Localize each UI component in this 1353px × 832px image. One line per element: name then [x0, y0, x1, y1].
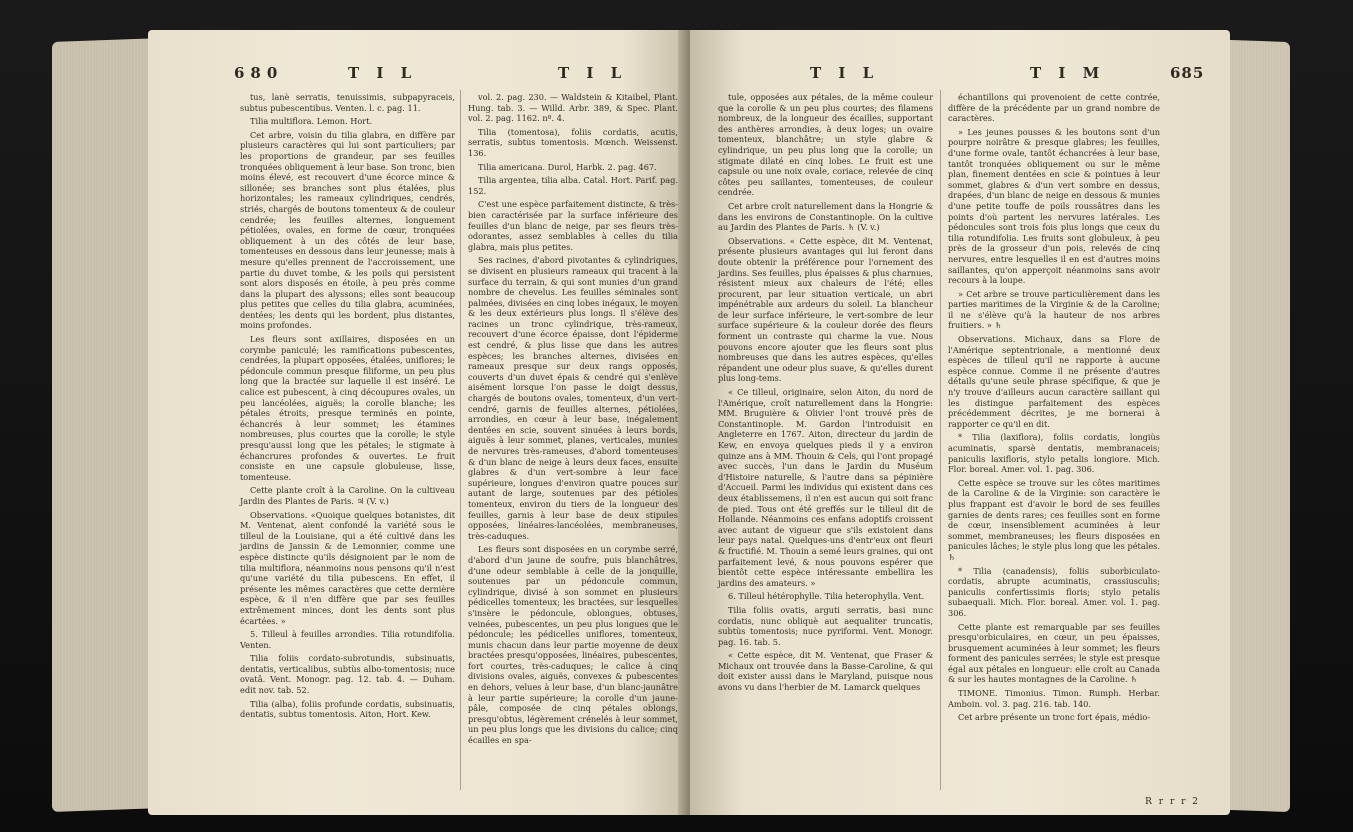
paragraph: TIMONE. Timonius. Timon. Rumph. Herbar. Amboin. vol. 3. pag. 216. tab. 140.: [948, 688, 1160, 709]
column-rule-right: [940, 90, 941, 790]
paragraph: Tilia foliis cordato-subrotundis, subsinuatis, dentatis, verticalibus, subtùs albo-tomentosis; nuce ovatâ. Vent. Monogr. pag. 12. tab. 4. — Duham. edit nov. tab. 52.: [240, 653, 455, 696]
paragraph: Tilia argentea, tilia alba. Catal. Hort. Parif. pag. 152.: [468, 175, 678, 196]
running-head-right-2: T I M: [1030, 64, 1106, 82]
paragraph: tus, lanè serratis, tenuissimis, subpapyraceis, subtus pubescentibus. Venten. l. c. pag. 11.: [240, 92, 455, 113]
paragraph: Cet arbre présente un tronc fort épais, médio-: [958, 712, 1151, 723]
paragraph: * Tilia (laxiflora), foliis cordatis, longiùs acuminatis, sparsè dentatis, membranaceis; paniculis laxifloris, stylo petalis longiore. Mich. Flor. boreal. Amer. vol. 1. pag. 306.: [948, 432, 1160, 475]
paragraph: Cet arbre, voisin du tilia glabra, en diffère par plusieurs caractères qui lui sont particuliers; par les proportions de grandeur, par ses feuilles tronquées obliquement à leur base. Son tronc, bien moins élevé, est recouvert d'une écorce mince & sillonée; ses branches sont plus étalées, plus horizontales; les rameaux cylindriques, cendrés, striés, chargés de boutons tomenteux & de couleur cendrée; les feuilles alternes, longuement pétiolées, ovales, en forme de cœur, tronquées obliquement à un des côtés de leur base, tomenteuses en dessous dans leur jeunesse; mais à mesure qu'elles prennent de l'accroissement, une partie du duvet tombe, & les poils qui persistent sont alors disposés en étoile, à peu près comme dans la plupart des alyssons; elles sont beaucoup plus petites que celles du tilia glabra, acuminées, dentées; les dents qui les bordent, plus distantes, moins profondes.: [240, 129, 455, 331]
paragraph: Tilia (alba), foliis profunde cordatis, subsinuatis, dentatis, subtus tomentosis. Aiton, Hort. Kew.: [240, 698, 455, 720]
paragraph: Tilia americana. Durol, Harbk. 2. pag. 467.: [478, 161, 657, 172]
right-column-2: [948, 92, 1160, 726]
paragraph: Ses racines, d'abord pivotantes & cylindriques, se divisent en plusieurs rameaux qui tracent à la surface du terrain, & qui sont munies d'un grand nombre de chevelus. Les feuilles séminales sont palmées, divisées en cinq lobes inégaux, le moyen & les deux extérieurs plus longs. Il s'élève des racines un tronc cylindrique, très-rameux, recouvert d'une écorce épaisse, dont l'épiderme est cendré, & plus lisse que dans les autres espèces; les branches alternes, divisées en rameaux presque sur deux rangs opposés, couverts d'un duvet épais & cendré qui s'enlève aisément lorsque l'on passe le doigt dessus, chargés de boutons ovales, tomenteux, d'un vert-cendré, garnis de feuilles alternes, pétiolées, arrondies, en cœur à leur base, inégalement dentées en scie, souvent sinuées à leurs bords, aiguës à leur sommet, planes, verticales, munies de nervures très-rameuses, d'abord tomenteuses & d'un blanc de neige à leurs deux faces, ensuite glabres & d'un vert-sombre à leur face supérieure, longues d'environ quatre pouces sur autant de large, soutenues par des pétioles tomenteux, environ du tiers de la longueur des feuilles, garnis à leur base de deux stipules opposées, linéaires-lancéolées, membraneuses, très-caduques.: [468, 255, 678, 541]
paragraph: tule, opposées aux pétales, de la même couleur que la corolle & un peu plus courtes; des filamens nombreux, de la longueur des écailles, supportant des anthères arrondies, à deux loges; un ovaire tomenteux, blanchâtre; un style glabre & cylindrique, un peu plus long que la corolle; un stigmate dilaté en cinq lobes. Le fruit est une capsule ou une noix ovale, coriace, relevée de cinq côtes peu saillantes, tomenteuses, de couleur cendrée.: [718, 92, 933, 198]
paragraph: échantillons qui provenoient de cette contrée, diffère de la précédente par un grand nombre de caractères.: [948, 92, 1160, 124]
paragraph: Cette plante croît à la Caroline. On la cultiveau Jardin des Plantes de Paris. ♃ (V. v.): [240, 485, 455, 506]
left-column-1: [240, 92, 455, 723]
paragraph: Observations. Michaux, dans sa Flore de l'Amérique septentrionale, a mentionné deux espèces de tilleul qu'il ne rapporte à aucune espèce connue. Comme il ne présente d'autres détails qu'une seule phrase spécifique, & que je n'y trouve d'ailleurs aucun caractère saillant qui les distingue parfaitement des espèces précédemment décrites, je me bornerai à rapporter ce qu'il en dit.: [948, 334, 1160, 429]
paragraph: Tilia foliis ovatis, arguti serratis, basi nunc cordatis, nunc obliquè aut aequaliter truncatis, subtùs tomentosis; nuce pyriformi. Vent. Monogr. pag. 16. tab. 5.: [718, 604, 933, 647]
paragraph: Les fleurs sont disposées en un corymbe serré, d'abord d'un jaune de soufre, puis blanchâtres, d'une odeur semblable à celle de la jonquille, soutenues par un pédoncule commun, cylindrique, divisé à son sommet en plusieurs pédicelles tomenteux; les bractées, sur lesquelles s'insère le pédoncule, oblongues, obtuses, veinées, pubescentes, un peu plus longues que le pédoncule; les pédicelles uniflores, tomenteux, munis chacun dans leur partie moyenne de deux bractées presqu'opposées, linéaires, pubescentes, fort courtes, très-caduques; le calice à cinq divisions ovales, aiguës, convexes & pubescentes en dehors, velues à leur base, d'un blanc-jaunâtre à leur partie supérieure; la corolle d'un jaune-pâle, composée de cinq pétales oblongs, presqu'obtus, légèrement crénelés à leur sommet, un peu plus longs que les divisions du calice; cinq écailles en spa-: [468, 544, 678, 746]
paragraph: » Les jeunes pousses & les boutons sont d'un pourpre noirâtre & presque glabres; les feuilles, d'une forme ovale, tantôt échancrées à leur base, tantôt tronquées obliquement ou sur le même plan, finement dentées en scie & pointues à leur sommet, glabres & d'un vert sombre en dessus, drapées, d'un blanc de neige en dessous & munies d'une petite touffe de poils roussâtres dans les points d'où partent les nervures latérales. Les pédoncules sont trois fois plus longs que ceux du tilia rotundifolia. Les fruits sont globuleux, à peu près de la grosseur d'un pois, relevés de cinq nervures, entre lesquelles il en est d'autres moins saillantes, qu'on apperçoit néanmoins sans avoir recours à la loupe.: [948, 126, 1160, 286]
paragraph: vol. 2. pag. 230. — Waldstein & Kitaibel, Plant. Hung. tab. 3. — Willd. Arbr. 389, & Spec. Plant. vol. 2. pag. 1162. nº. 4.: [468, 92, 678, 124]
page-number-right: 685: [1170, 64, 1205, 82]
paragraph: Tilia (tomentosa), foliis cordatis, acutis, serratis, subtus tomentosis. Mœnch. Weissenst. 136.: [468, 126, 678, 158]
paragraph: C'est une espèce parfaitement distincte, & très-bien caractérisée par la surface inférieure des feuilles d'un blanc de neige, par ses fleurs très-odorantes, assez semblables à celles du tilia glabra, mais plus petites.: [468, 199, 678, 252]
paragraph: « Ce tilleul, originaire, selon Aiton, du nord de l'Amérique, croît naturellement dans la Hongrie: MM. Bruguière & Olivier l'ont trouvé près de Constantinople. M. Gardon l'introduisit en Angleterre en 1767. Aiton, directeur du jardin de Kew, en envoya quelques pieds il y a environ quinze ans à MM. Thouin & Cels, qui l'ont propagé avec succès, l'un dans le Jardin du Muséum d'Histoire naturelle, & l'autre dans sa pépinière d'Accueil. Parmi les individus qui existent dans ces deux établissemens, il n'en est aucun qui soit franc de pied. Tous ont été greffés sur le tilleul dit de Hollande. Néanmoins ces enfans adoptifs croissent avec autant de vigueur que s'ils existoient dans leur pays natal. Quelques-uns d'entr'eux ont fleuri & fructifié. M. Thouin a semé leurs graines, qui ont parfaitement levé, & nous pouvons espérer que bientôt cette espèce intéressante embellira les jardins des amateurs. »: [718, 387, 933, 588]
paragraph: » Cet arbre se trouve particulièrement dans les parties maritimes de la Virginie & de la Caroline; il ne s'élève qu'à la hauteur de nos arbres fruitiers. » ♄: [948, 288, 1160, 331]
column-rule-left: [460, 90, 461, 790]
paragraph: Cette plante est remarquable par ses feuilles presqu'orbiculaires, en cœur, un peu épaisses, brusquement acuminées à leur sommet; les fleurs forment des panicules serrées; le style est presque égal aux pétales en longueur: elle croît au Canada & sur les hautes montagnes de la Caroline. ♄: [948, 621, 1160, 685]
right-column-1: [718, 92, 933, 696]
paragraph: Observations. « Cette espèce, dit M. Ventenat, présente plusieurs avantages qui lui feront dans doute obtenir la préférence pour l'ornement des jardins. Ses feuilles, plus épaisses & plus charnues, résistent mieux aux chaleurs de l'été; elles procurent, par leur situation verticale, un abri impénétrable aux ardeurs du soleil. La blancheur de leur surface inférieure, le vert-sombre de leur surface supérieure & la couleur dorée des fleurs forment un contraste qui charme la vue. Nous pouvons encore ajouter que les fleurs sont plus nombreuses que dans les autres espèces, qu'elles répandent une odeur plus suave, & qu'elles durent plus long-tems.: [718, 235, 933, 384]
paragraph: Tilia multiflora. Lemon. Hort.: [250, 116, 373, 127]
paragraph: 6. Tilleul hétérophylle. Tilia heterophylla. Vent.: [728, 591, 925, 602]
left-page: [148, 30, 686, 815]
left-column-2: [468, 92, 678, 749]
right-page: [690, 30, 1230, 815]
paragraph: Cet arbre croît naturellement dans la Hongrie & dans les environs de Constantinople. On la cultive au Jardin des Plantes de Paris. ♄ (V. v.): [718, 200, 933, 233]
running-head-right-1: T I L: [810, 64, 880, 82]
paragraph: Les fleurs sont axillaires, disposées en un corymbe paniculé; les ramifications pubescentes, cendrées, la plupart opposées, étalées, uniflores; le pédoncule commun presque filiforme, un peu plus long que la bractée sur laquelle il est inséré. Le calice est pubescent, à cinq découpures ovales, un peu lancéolées, aiguës; la corolle blanche; les pétales étroits, presque terminés en pointe, échancrés à leur sommet; les étamines nombreuses, plus courtes que la corolle; le style presqu'aussi long que les pétales; le stigmate à échancrures profondes & ouvertes. Le fruit consiste en une capsule globuleuse, lisse, tomenteuse.: [240, 334, 455, 482]
paragraph: 5. Tilleul à feuilles arrondies. Tilia rotundifolia. Venten.: [240, 629, 455, 650]
paragraph: Cette espèce se trouve sur les côtes maritimes de la Caroline & de la Virginie: son caractère le plus frappant est d'avoir le bord de ses feuilles garnies de dents rares; ces feuilles sont en forme de cœur, insensiblement acuminées à leur sommet, membraneuses; les fleurs disposées en panicules lâches; le style plus long que les pétales. ♄: [948, 477, 1160, 562]
paragraph: Observations. «Quoique quelques botanistes, dit M. Ventenat, aient confondé la variété sous le tilleul de la Louisiane, qui a été cultivé dans les jardins de Janssin & de Lemonnier, comme une espèce distincte qu'ils désignoient par le nom de tilia multiflora, néanmoins nous pensons qu'il n'est qu'une variété du tilia pubescens. En effet, il présente les mêmes caractères que cette dernière espèce, & il n'en diffère que par ses feuilles extrêmement minces, dont les dents sont plus écartées. »: [240, 509, 455, 626]
signature-mark: R r r r 2: [1145, 797, 1200, 807]
paragraph: * Tilia (canadensis), foliis suborbiculato-cordatis, abrupte acuminatis, crassiusculis; paniculis confertissimis floris; stylo petalis subaequali. Mich. Flor. boreal. Amer. vol. 1. pag. 306.: [948, 565, 1160, 618]
paragraph: « Cette espèce, dit M. Ventenat, que Fraser & Michaux ont trouvée dans la Basse-Caroline, & qui doit exister aussi dans le Maryland, puisque nous avons vu dans l'herbier de M. Lamarck quelques: [718, 650, 933, 693]
running-head-left-1: T I L: [348, 64, 418, 82]
running-head-left-2: T I L: [558, 64, 628, 82]
page-number-left: 680: [234, 64, 284, 82]
page-edges-left: [52, 38, 162, 812]
